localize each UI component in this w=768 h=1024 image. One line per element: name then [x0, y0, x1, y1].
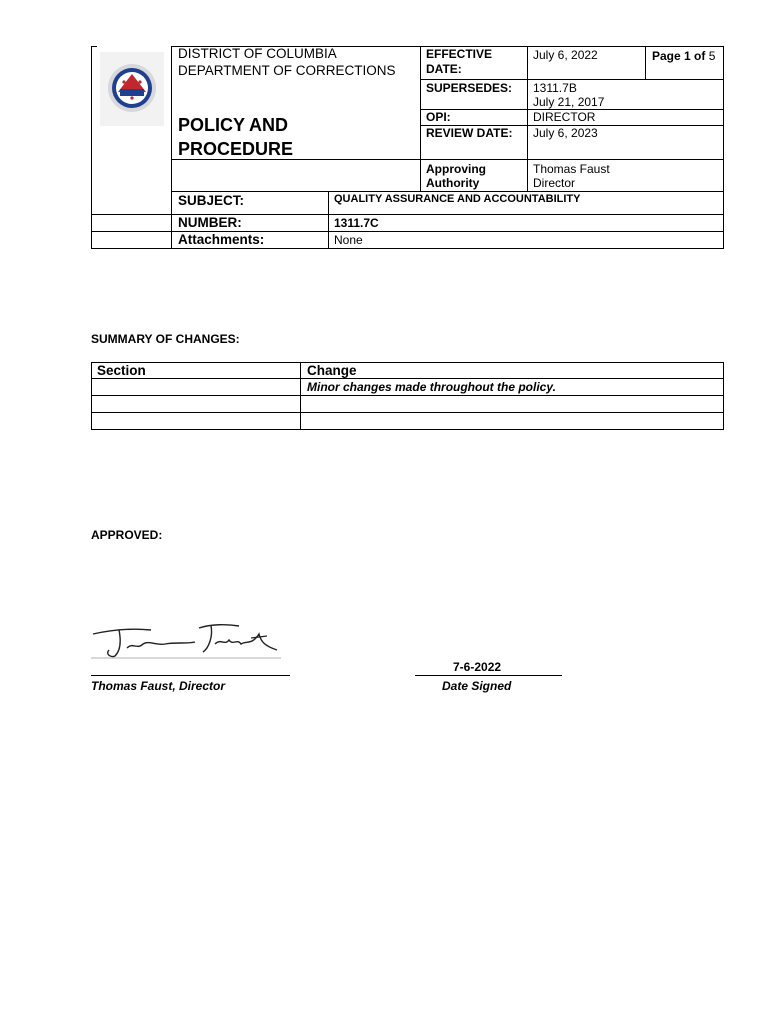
table-border: [645, 46, 646, 79]
approving-authority-label-line2: Authority: [426, 176, 480, 190]
effective-date-label-line2: DATE:: [426, 62, 462, 76]
column-header-change: Change: [307, 363, 357, 378]
page-mid: of: [690, 49, 709, 63]
table-border: [91, 46, 97, 47]
approved-heading: APPROVED:: [91, 528, 163, 542]
effective-date-value: July 6, 2022: [533, 48, 598, 62]
supersedes-date: July 21, 2017: [533, 95, 605, 109]
signature-graphic: [91, 620, 281, 662]
attachments-value: None: [334, 233, 363, 247]
subject-label: SUBJECT:: [178, 193, 245, 208]
approving-authority-name: Thomas Faust: [533, 162, 610, 176]
table-border: [171, 46, 172, 249]
signature-image: [91, 620, 281, 662]
page-prefix: Page: [652, 49, 685, 63]
date-signed-value: 7-6-2022: [453, 660, 502, 674]
doc-type-line1: POLICY AND: [178, 115, 289, 135]
page-total: 5: [708, 49, 716, 63]
number-label: NUMBER:: [178, 215, 242, 230]
signer-name: Thomas Faust, Director: [91, 679, 226, 693]
table-border: [91, 378, 723, 379]
supersedes-label: SUPERSEDES:: [426, 81, 513, 95]
page-current: 1: [684, 49, 691, 63]
number-value: 1311.7C: [334, 216, 379, 230]
table-border: [420, 46, 421, 191]
seal-graphic: [100, 52, 164, 126]
attachments-label: Attachments:: [178, 232, 265, 247]
opi-label: OPI:: [426, 110, 451, 124]
table-border: [91, 362, 723, 363]
page-indicator: [652, 49, 715, 63]
opi-value: DIRECTOR: [533, 110, 596, 124]
effective-date-label-line1: EFFECTIVE: [426, 47, 493, 61]
column-header-section: Section: [97, 363, 146, 378]
agency-name-line2: DEPARTMENT OF CORRECTIONS: [178, 63, 396, 78]
table-border: [91, 362, 92, 430]
table-row-change: Minor changes made throughout the policy.: [307, 380, 556, 394]
approving-authority-title: Director: [533, 176, 576, 190]
table-border: [723, 362, 724, 430]
table-border: [91, 412, 723, 413]
date-line: [415, 675, 562, 676]
table-border: [91, 46, 92, 249]
review-date-label: REVIEW DATE:: [426, 126, 513, 140]
doc-type-line2: PROCEDURE: [178, 139, 294, 159]
summary-heading: SUMMARY OF CHANGES:: [91, 332, 240, 346]
table-border: [420, 79, 724, 80]
supersedes-number: 1311.7B: [533, 81, 577, 95]
table-border: [527, 46, 528, 191]
date-signed-label: Date Signed: [442, 679, 512, 693]
table-border: [91, 395, 723, 396]
approving-authority-label-line1: Approving: [426, 162, 486, 176]
table-border: [328, 191, 329, 249]
agency-logo: [100, 52, 164, 126]
review-date-value: July 6, 2023: [533, 126, 598, 140]
signature-line: [91, 675, 290, 676]
subject-value: QUALITY ASSURANCE AND ACCOUNTABILITY: [334, 193, 581, 205]
table-border: [91, 248, 724, 249]
agency-name-line1: DISTRICT OF COLUMBIA: [178, 46, 337, 61]
table-border: [723, 46, 724, 249]
table-border: [91, 429, 723, 430]
table-border: [300, 362, 301, 430]
